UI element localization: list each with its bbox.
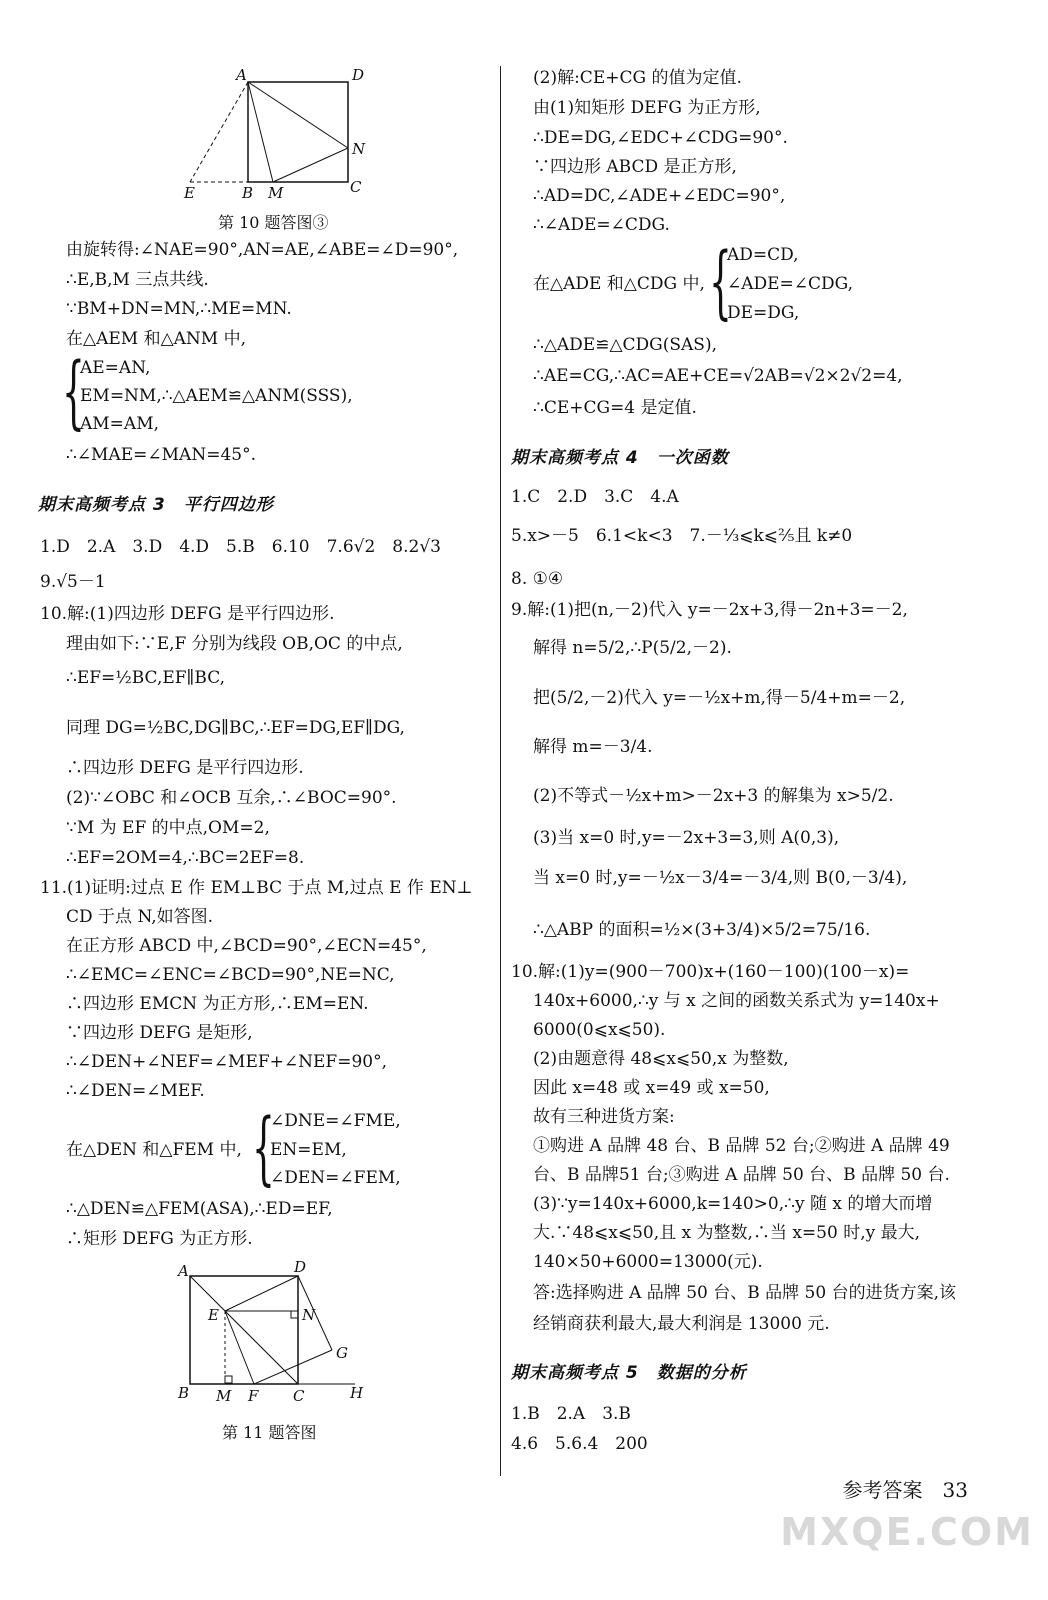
fig11-label-n: N	[302, 1306, 316, 1324]
text-line: 答:选择购进 A 品牌 50 台、B 品牌 50 台的进货方案,该	[533, 1283, 956, 1303]
figure-10	[170, 64, 390, 204]
fig11-label-g: G	[336, 1344, 348, 1362]
text-line: ∴DE=DG,∠EDC+∠CDG=90°.	[533, 128, 788, 148]
system-line: DE=DG,	[727, 303, 800, 323]
text-line: ∴AE=CG,∴AC=AE+CE=√2AB=√2×2√2=4,	[533, 366, 903, 386]
text-line: 在正方形 ABCD 中,∠BCD=90°,∠ECN=45°,	[66, 936, 427, 956]
text-line: ∴四边形 DEFG 是平行四边形.	[66, 758, 304, 778]
text-line: ∴E,B,M 三点共线.	[66, 270, 209, 290]
section-heading-4: 期末高频考点 4 一次函数	[511, 448, 729, 468]
answers-line: 9.√5－1	[40, 572, 106, 592]
text-line: ∵四边形 ABCD 是正方形,	[533, 157, 737, 177]
brace: {	[709, 235, 732, 328]
text-line: ∴∠ADE=∠CDG.	[533, 215, 670, 235]
page-footer: 参考答案 33	[842, 1478, 968, 1502]
figure-11	[170, 1258, 370, 1413]
text-line: ∴EF=½BC,EF∥BC,	[66, 668, 226, 688]
text-line: ∵四边形 DEFG 是矩形,	[66, 1023, 253, 1043]
system-line: EM=NM,∴△AEM≌△ANM(SSS),	[80, 386, 353, 406]
fig10-label-e: E	[184, 184, 195, 202]
text-line: (2)由题意得 48⩽x⩽50,x 为整数,	[533, 1049, 789, 1069]
fig11-label-f: F	[248, 1387, 259, 1405]
text-line: ∴△ABP 的面积=½×(3+3/4)×5/2=75/16.	[533, 920, 871, 940]
system-prefix: 在△DEN 和△FEM 中,	[66, 1140, 242, 1160]
text-line: 当 x=0 时,y=－½x－3/4=－3/4,则 B(0,－3/4),	[533, 868, 908, 888]
text-line: 10.解:(1)y=(900－700)x+(160－100)(100－x)=	[511, 962, 910, 982]
text-line: 9.解:(1)把(n,－2)代入 y=－2x+3,得－2n+3=－2,	[511, 600, 908, 620]
text-line: 由旋转得:∠NAE=90°,AN=AE,∠ABE=∠D=90°,	[66, 240, 459, 260]
text-line: 140x+6000,∴y 与 x 之间的函数关系式为 y=140x+	[533, 991, 940, 1011]
answers-line: 1.D 2.A 3.D 4.D 5.B 6.10 7.6√2 8.2√3	[40, 537, 441, 557]
figure-11-caption: 第 11 题答图	[222, 1423, 317, 1442]
fig10-label-d: D	[352, 66, 365, 84]
fig10-label-b: B	[242, 184, 254, 202]
fig10-label-a: A	[236, 66, 247, 84]
answers-line: 1.B 2.A 3.B	[511, 1404, 631, 1424]
answers-line: 4.6 5.6.4 200	[511, 1434, 648, 1454]
fig11-label-a: A	[178, 1262, 189, 1280]
figure-10-caption: 第 10 题答图③	[218, 213, 329, 232]
text-line: 理由如下:∵E,F 分别为线段 OB,OC 的中点,	[66, 634, 403, 654]
text-line: ∴AD=DC,∠ADE+∠EDC=90°,	[533, 186, 786, 206]
text-line: ∴∠DEN+∠NEF=∠MEF+∠NEF=90°,	[66, 1052, 387, 1072]
answers-line: 1.C 2.D 3.C 4.A	[511, 487, 679, 507]
fig11-label-c: C	[293, 1387, 305, 1405]
fig10-label-n: N	[352, 140, 366, 158]
text-line: (2)解:CE+CG 的值为定值.	[533, 68, 742, 88]
text-line: ∵BM+DN=MN,∴ME=MN.	[66, 299, 292, 319]
text-line: 解得 n=5/2,∴P(5/2,－2).	[533, 638, 732, 658]
fig10-label-c: C	[350, 178, 362, 196]
fig11-label-e: E	[208, 1306, 219, 1324]
system-line: AE=AN,	[80, 358, 151, 378]
text-line: ∴CE+CG=4 是定值.	[533, 398, 697, 418]
section-heading-5: 期末高频考点 5 数据的分析	[511, 1363, 747, 1383]
text-line: 140×50+6000=13000(元).	[533, 1252, 763, 1272]
answers-line: 5.x>－5 6.1<k<3 7.－⅓⩽k⩽⅖且 k≠0	[511, 526, 853, 546]
text-line: ①购进 A 品牌 48 台、B 品牌 52 台;②购进 A 品牌 49	[533, 1136, 950, 1156]
fig10-label-m: M	[268, 184, 284, 202]
text-line: CD 于点 N,如答图.	[66, 907, 214, 927]
text-line: 由(1)知矩形 DEFG 为正方形,	[533, 98, 761, 118]
system-prefix: 在△ADE 和△CDG 中,	[533, 274, 705, 294]
text-line: 故有三种进货方案:	[533, 1107, 675, 1127]
text-line: 台、B 品牌51 台;③购进 A 品牌 50 台、B 品牌 50 台.	[533, 1165, 950, 1185]
text-line: ∴EF=2OM=4,∴BC=2EF=8.	[66, 848, 305, 868]
text-line: ∴△ADE≌△CDG(SAS),	[533, 335, 717, 355]
text-line: ∵M 为 EF 的中点,OM=2,	[66, 818, 270, 838]
text-line: (3)当 x=0 时,y=－2x+3=3,则 A(0,3),	[533, 828, 840, 848]
system-line: ∠DEN=∠FEM,	[270, 1168, 401, 1188]
text-line: 11.(1)证明:过点 E 作 EM⊥BC 于点 M,过点 E 作 EN⊥	[40, 878, 473, 898]
text-line: (3)∵y=140x+6000,k=140>0,∴y 随 x 的增大而增	[533, 1194, 933, 1214]
text-line: 因此 x=48 或 x=49 或 x=50,	[533, 1078, 770, 1098]
system-line: AM=AM,	[80, 414, 160, 434]
text-line: ∴矩形 DEFG 为正方形.	[66, 1229, 253, 1249]
text-line: 6000(0⩽x⩽50).	[533, 1020, 666, 1040]
text-line: 把(5/2,－2)代入 y=－½x+m,得－5/4+m=－2,	[533, 688, 906, 708]
column-divider	[500, 66, 501, 1476]
fig11-label-d: D	[294, 1258, 307, 1276]
text-line: ∴∠EMC=∠ENC=∠BCD=90°,NE=NC,	[66, 965, 395, 985]
answers-line: 8. ①④	[511, 569, 564, 589]
text-line: ∴△DEN≌△FEM(ASA),∴ED=EF,	[66, 1199, 333, 1219]
brace: {	[252, 1101, 275, 1194]
text-line: ∴四边形 EMCN 为正方形,∴EM=EN.	[66, 994, 369, 1014]
text-line: 解得 m=－3/4.	[533, 737, 653, 757]
text-line: 经销商获利最大,最大利润是 13000 元.	[533, 1314, 830, 1334]
text-line: 在△AEM 和△ANM 中,	[66, 329, 247, 349]
fig11-label-m: M	[216, 1387, 232, 1405]
section-heading-3: 期末高频考点 3 平行四边形	[38, 495, 274, 515]
system-line: ∠ADE=∠CDG,	[727, 274, 854, 294]
system-line: EN=EM,	[270, 1140, 347, 1160]
text-line: (2)不等式－½x+m>－2x+3 的解集为 x>5/2.	[533, 786, 894, 806]
fig11-label-b: B	[178, 1384, 190, 1402]
text-line: 同理 DG=½BC,DG∥BC,∴EF=DG,EF∥DG,	[66, 718, 405, 738]
text-line: ∴∠DEN=∠MEF.	[66, 1081, 205, 1101]
watermark: MXQE.COM	[780, 1510, 1034, 1554]
text-line: 大.∵48⩽x⩽50,且 x 为整数,∴当 x=50 时,y 最大,	[533, 1223, 921, 1243]
brace: {	[62, 345, 85, 438]
text-line: ∴∠MAE=∠MAN=45°.	[66, 445, 256, 465]
text-line: (2)∵∠OBC 和∠OCB 互余,∴∠BOC=90°.	[66, 788, 397, 808]
text-line: 10.解:(1)四边形 DEFG 是平行四边形.	[40, 604, 335, 624]
system-line: AD=CD,	[727, 245, 799, 265]
system-line: ∠DNE=∠FME,	[270, 1111, 401, 1131]
fig11-label-h: H	[350, 1384, 364, 1402]
